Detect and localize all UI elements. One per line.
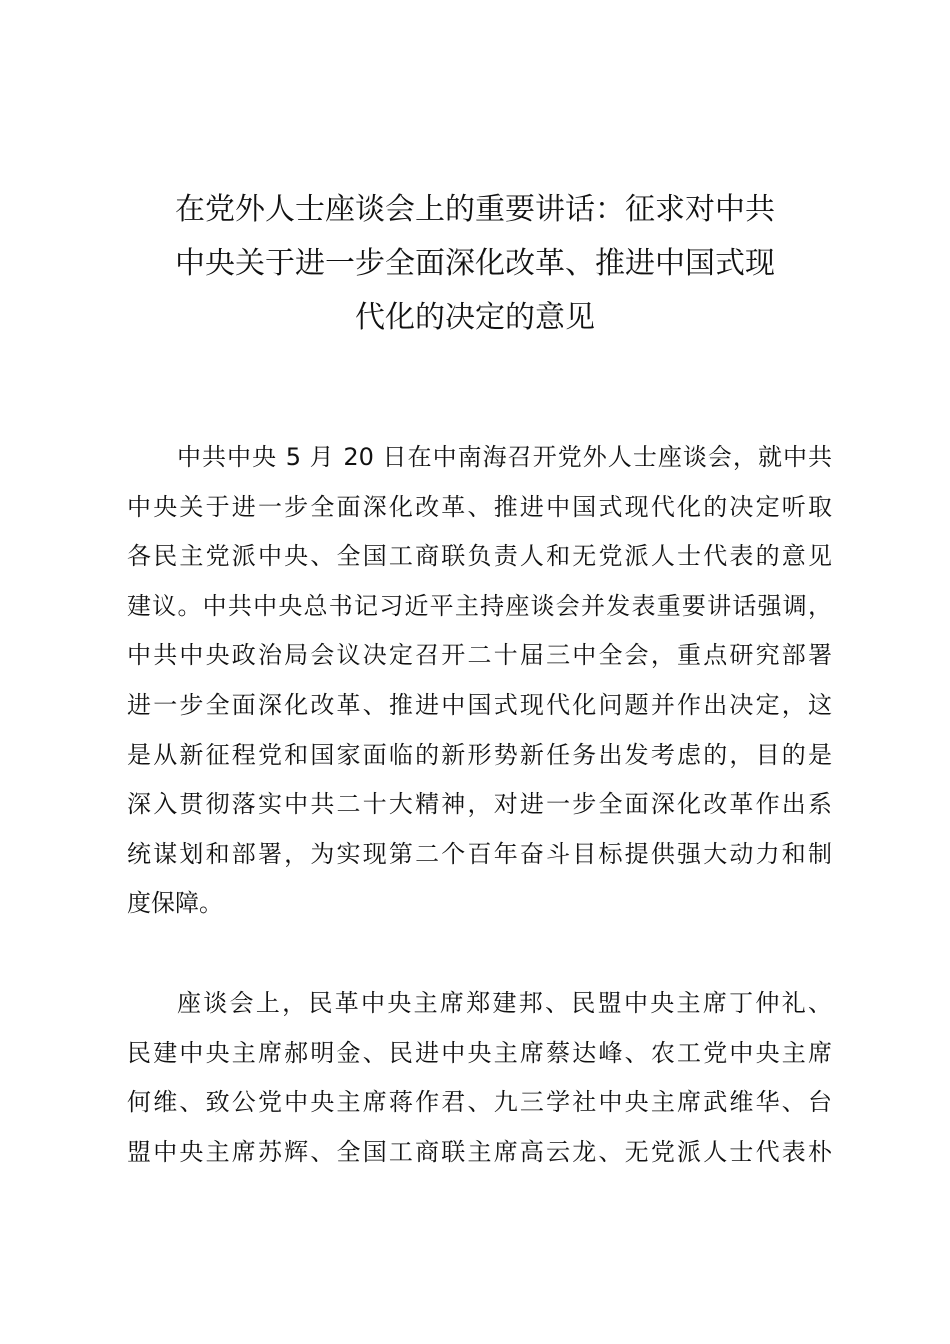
paragraph-line: 是从新征程党和国家面临的新形势新任务出发考虑的，目的是 xyxy=(127,740,832,769)
paragraph-line: 各民主党派中央、全国工商联负责人和无党派人士代表的意见 xyxy=(127,542,832,571)
paragraph-line: 建议。中共中央总书记习近平主持座谈会并发表重要讲话强调， xyxy=(127,591,832,620)
paragraph-2 xyxy=(127,979,832,1177)
title-line: 代化的决定的意见 xyxy=(355,300,595,335)
paragraph-line: 度保障。 xyxy=(127,889,223,918)
paragraph-1 xyxy=(127,433,832,929)
paragraph-line: 深入贯彻落实中共二十大精神，对进一步全面深化改革作出系 xyxy=(127,790,832,819)
paragraph-line: 民建中央主席郝明金、民进中央主席蔡达峰、农工党中央主席 xyxy=(127,1038,832,1067)
paragraph-line: 统谋划和部署，为实现第二个百年奋斗目标提供强大动力和制 xyxy=(127,839,832,868)
paragraph-line: 中央关于进一步全面深化改革、推进中国式现代化的决定听取 xyxy=(127,492,832,521)
document-title xyxy=(110,183,840,345)
title-line: 在党外人士座谈会上的重要讲话：征求对中共 xyxy=(175,192,775,227)
paragraph-line: 中共中央 5 月 20 日在中南海召开党外人士座谈会，就中共 xyxy=(177,443,832,471)
paragraph-line: 盟中央主席苏辉、全国工商联主席高云龙、无党派人士代表朴 xyxy=(127,1137,832,1166)
paragraph-line: 中共中央政治局会议决定召开二十届三中全会，重点研究部署 xyxy=(127,641,832,670)
paragraph-line: 何维、致公党中央主席蒋作君、九三学社中央主席武维华、台 xyxy=(127,1088,832,1117)
title-line: 中央关于进一步全面深化改革、推进中国式现 xyxy=(175,246,775,281)
paragraph-line: 座谈会上，民革中央主席郑建邦、民盟中央主席丁仲礼、 xyxy=(177,989,832,1017)
paragraph-line: 进一步全面深化改革、推进中国式现代化问题并作出决定，这 xyxy=(127,690,832,719)
